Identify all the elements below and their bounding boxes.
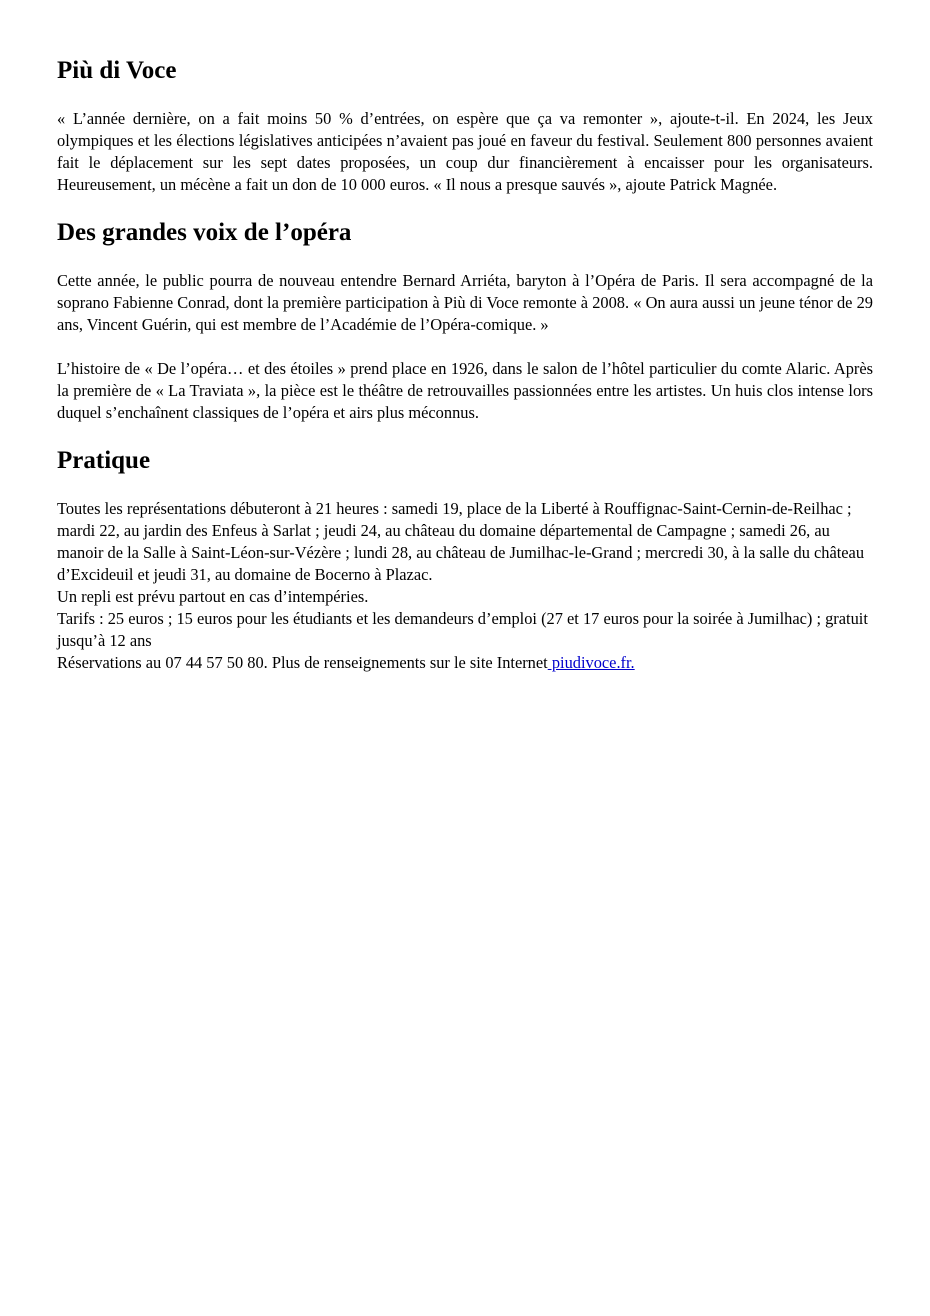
paragraph-attendance: « L’année dernière, on a fait moins 50 % d’entrées, on espère que ça va remonter », ajoute-t-il. En 2024, les Jeux olympiques et les élections législatives anticipées n’avaient pas joué en faveur du festival. Seulement 800 personnes avaient fait le déplacement sur les sept dates proposées, un coup dur financièrement à encaisser pour les organisateurs. Heureusement, un mécène a fait un don de 10 000 euros. « Il nous a presque sauvés », ajoute Patrick Magnée. [57, 109, 873, 194]
reservations-text: Réservations au 07 44 57 50 80. Plus de renseignements sur le site Internet [57, 653, 548, 672]
paragraph-singers: Cette année, le public pourra de nouveau entendre Bernard Arriéta, baryton à l’Opéra de Paris. Il sera accompagné de la soprano Fabienne Conrad, dont la première participation à Più di Voce remonte à 2008. « On aura aussi un jeune ténor de 29 ans, Vincent Guérin, qui est membre de l’Académie de l’Opéra-comique. » [57, 271, 873, 334]
heading-pratique: Pratique [57, 447, 151, 474]
document-page [57, 56, 873, 674]
paragraph-story: L’histoire de « De l’opéra… et des étoiles » prend place en 1926, dans le salon de l’hôtel particulier du comte Alaric. Après la première de « La Traviata », la pièce est le théâtre de retrouvailles passionnées entre les artistes. Un huis clos intense lors duquel s’enchaînent classiques de l’opéra et airs plus méconnus. [57, 359, 873, 422]
heading-piu-di-voce: Più di Voce [57, 57, 177, 84]
website-link[interactable]: piudivoce.fr. [547, 653, 635, 672]
paragraph-reservations [57, 652, 873, 674]
paragraph-prices: Tarifs : 25 euros ; 15 euros pour les étudiants et les demandeurs d’emploi (27 et 17 euros pour la soirée à Jumilhac) ; gratuit jusqu’à 12 ans [57, 609, 868, 650]
paragraph-schedule: Toutes les représentations débuteront à 21 heures : samedi 19, place de la Liberté à Rouffignac-Saint-Cernin-de-Reilhac ; mardi 22, au jardin des Enfeus à Sarlat ; jeudi 24, au château du domaine départemental de Campagne ; samedi 26, au manoir de la Salle à Saint-Léon-sur-Vézère ; lundi 28, au château de Jumilhac-le-Grand ; mercredi 30, à la salle du château d’Excideuil et jeudi 31, au domaine de Bocerno à Plazac. [57, 499, 865, 584]
paragraph-fallback: Un repli est prévu partout en cas d’intempéries. [57, 587, 369, 606]
heading-grandes-voix: Des grandes voix de l’opéra [57, 219, 352, 246]
